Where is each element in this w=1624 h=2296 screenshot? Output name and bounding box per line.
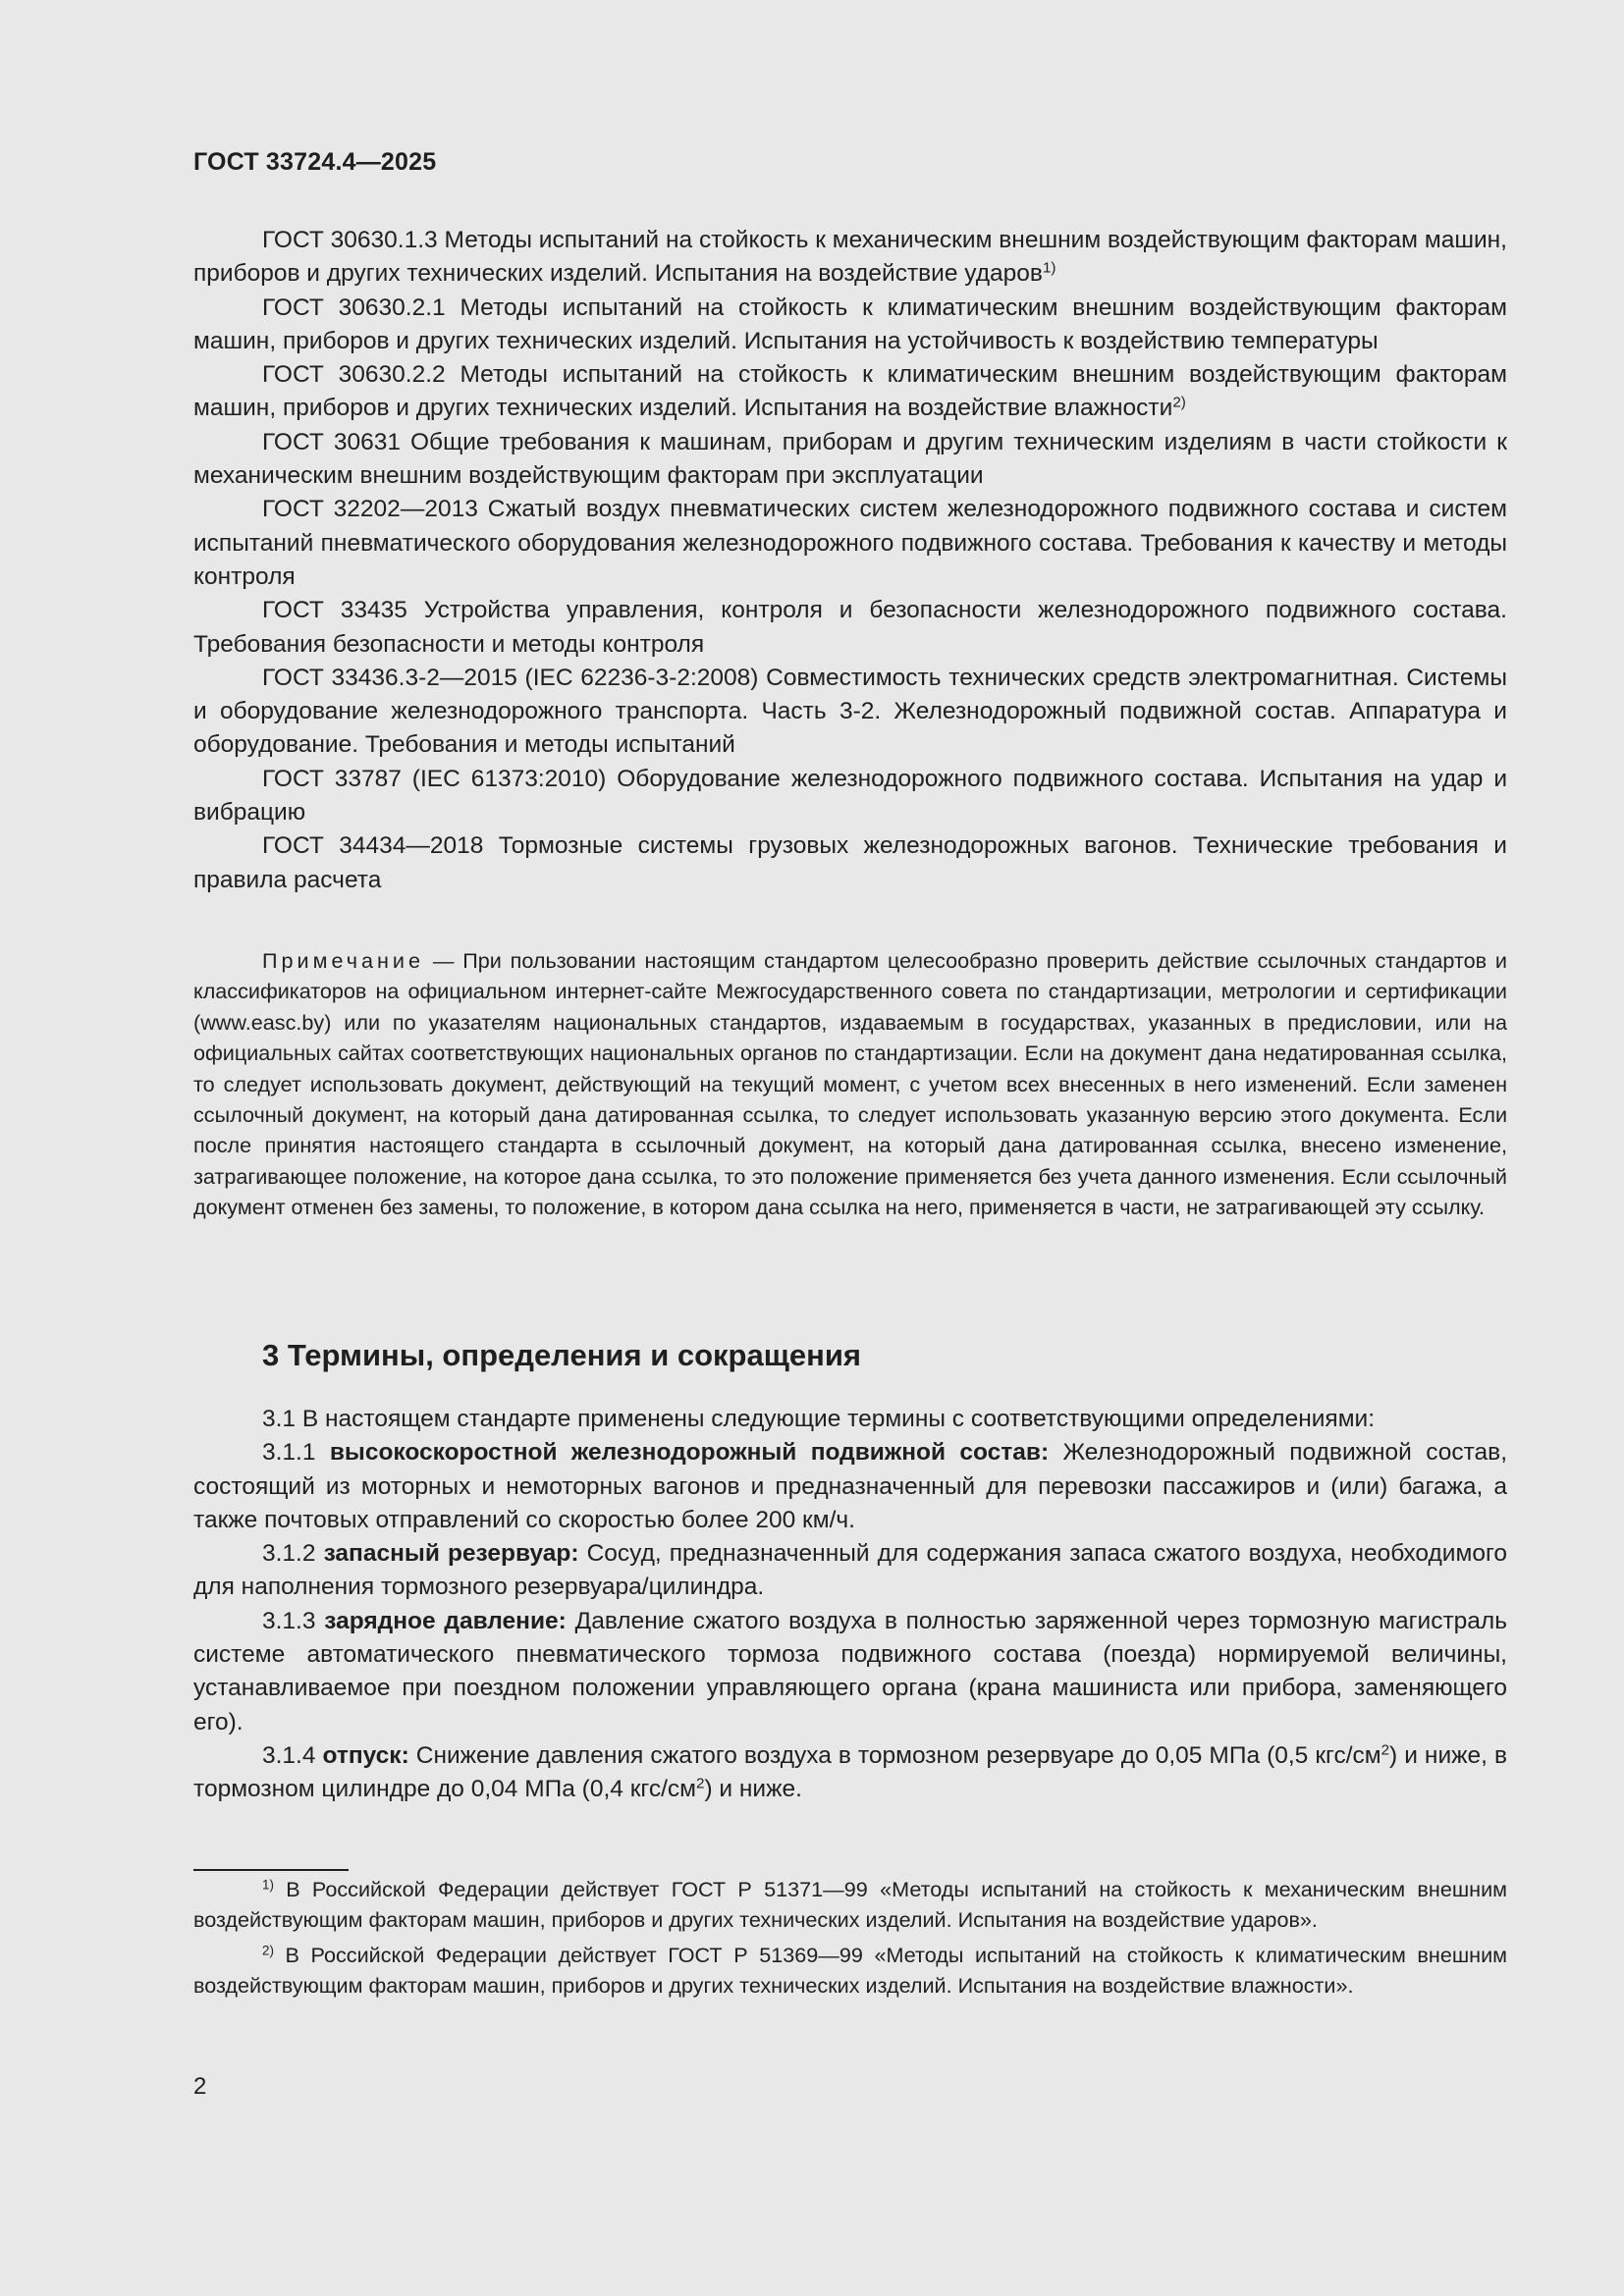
term-number: 3.1.1 <box>262 1439 330 1467</box>
reference-item <box>193 358 1507 426</box>
reference-item <box>193 662 1507 763</box>
reference-item <box>193 426 1507 494</box>
reference-item <box>193 829 1507 897</box>
reference-text: ГОСТ 32202—2013 Сжатый воздух пневматических систем железнодорожного подвижного состава и систем испытаний пневматического оборудования железнодорожного подвижного состава. Требования к качеству и методы контроля <box>193 496 1507 590</box>
footnote-text: В Российской Федерации действует ГОСТ Р 51371—99 «Методы испытаний на стойкость к механическим внешним воздействующим факторам машин, приборов и других технических изделий. Испытания на воздействие ударов». <box>193 1877 1507 1932</box>
term-definition-part: ) и ниже. <box>704 1776 802 1803</box>
term-name: отпуск: <box>322 1741 409 1769</box>
reference-text: ГОСТ 30630.2.2 Методы испытаний на стойкость к климатическим внешним воздействующим факторам машин, приборов и других технических изделий. Испытания на воздействие влажности <box>193 361 1507 422</box>
term-number: 3.1.2 <box>262 1540 324 1568</box>
term-name: запасный резервуар: <box>323 1540 579 1568</box>
term-number: 3.1.3 <box>262 1607 325 1634</box>
reference-text: ГОСТ 33436.3-2—2015 (IEC 62236-3-2:2008) Совместимость технических средств электромагнитная. Системы и оборудование железнодорожного транспорта. Часть 3-2. Железнодорожный подвижной состав. Аппаратура и оборудование. Требования и методы испытаний <box>193 664 1507 759</box>
footnotes-block <box>193 1875 1507 2006</box>
footnote-text: В Российской Федерации действует ГОСТ Р 51369—99 «Методы испытаний на стойкость к климатическим внешним воздействующим факторам машин, приборов и других технических изделий. Испытания на воздействие влажности». <box>193 1943 1507 1998</box>
reference-text: ГОСТ 33787 (IEC 61373:2010) Оборудование железнодорожного подвижного состава. Испытания на удар и вибрацию <box>193 765 1507 827</box>
term-number: 3.1.4 <box>262 1741 323 1769</box>
page-number: 2 <box>193 2073 207 2100</box>
term-definition: Сосуд, предназначенный для содержания запаса сжатого воздуха, необходимого для наполнения тормозного резервуара/цилиндра. <box>193 1540 1507 1601</box>
term-item <box>193 1436 1507 1537</box>
reference-text: ГОСТ 30630.2.1 Методы испытаний на стойкость к климатическим внешним воздействующим факторам машин, приборов и других технических изделий. Испытания на устойчивость к воздействию температуры <box>193 294 1507 354</box>
reference-text: ГОСТ 34434—2018 Тормозные системы грузовых железнодорожных вагонов. Технические требования и правила расчета <box>193 832 1507 893</box>
reference-item <box>193 763 1507 830</box>
section-title: 3 Термины, определения и сокращения <box>262 1338 861 1372</box>
term-definition-part: ) и ниже, в тормозном цилиндре до 0,04 МПа (0,4 кгс/см <box>193 1741 1507 1803</box>
note-paragraph <box>193 945 1507 1223</box>
note-block <box>193 945 1507 1223</box>
reference-text: ГОСТ 30631 Общие требования к машинам, приборам и другим техническим изделиям в части стойкости к механическим внешним воздействующим факторам при эксплуатации <box>193 428 1507 490</box>
term-item <box>193 1537 1507 1605</box>
footnote-mark: 1) <box>1042 259 1056 277</box>
terms-intro: 3.1 В настоящем стандарте применены следующие термины с соответствующими определениями: <box>262 1406 1376 1432</box>
reference-item <box>193 224 1507 292</box>
note-text: — При пользовании настоящим стандартом целесообразно проверить действие ссылочных стандартов и классификаторов на официальном интернет-сайте Межгосударственного совета по стандартизации, метрологии и сертификации (www.easc.by) или по указателям национальных стандартов, издаваемым в государствах, указанных в предисловии, или на официальных сайтах соответствующих национальных органов по стандартизации. Если на документ дана недатированная ссылка, то следует использовать документ, действующий на текущий момент, с учетом всех внесенных в него изменений. Если заменен ссылочный документ, на который дана датированная ссылка, то следует использовать указанную версию этого документа. Если после принятия настоящего стандарта в ссылочный документ, на который дана датированная ссылка, внесено изменение, затрагивающее положение, на которое дана ссылка, то это положение применяется без учета данного изменения. Если ссылочный документ отменен без замены, то положение, в котором дана ссылка на него, применяется в части, не затрагивающей эту ссылку. <box>193 948 1507 1220</box>
term-item <box>193 1605 1507 1739</box>
term-name: зарядное давление: <box>324 1607 567 1634</box>
reference-text: ГОСТ 33435 Устройства управления, контроля и безопасности железнодорожного подвижного состава. Требования безопасности и методы контроля <box>193 597 1507 658</box>
normative-references <box>193 224 1507 897</box>
terms-block <box>193 1403 1507 1807</box>
term-definition: Железнодорожный подвижной состав, состоящий из моторных и немоторных вагонов и предназначенный для перевозки пассажиров и (или) багажа, а также почтовых отправлений со скоростью более 200 км/ч. <box>193 1439 1507 1533</box>
footnote <box>193 1875 1507 1935</box>
reference-item <box>193 594 1507 662</box>
footnote <box>193 1941 1507 2001</box>
term-name: высокоскоростной железнодорожный подвижной состав: <box>329 1439 1050 1467</box>
document-header-id: ГОСТ 33724.4—2025 <box>193 148 437 176</box>
term-definition-part: Снижение давления сжатого воздуха в тормозном резервуаре до 0,05 МПа (0,5 кгс/см <box>408 1741 1381 1769</box>
superscript: 2 <box>695 1775 705 1792</box>
reference-text: ГОСТ 30630.1.3 Методы испытаний на стойкость к механическим внешним воздействующим факторам машин, приборов и других технических изделий. Испытания на воздействие ударов <box>193 227 1507 288</box>
reference-item <box>193 493 1507 594</box>
superscript: 2 <box>1380 1741 1390 1759</box>
note-label: Примечание <box>262 948 424 973</box>
footnote-mark: 1) <box>262 1877 274 1893</box>
reference-item <box>193 292 1507 359</box>
term-item <box>193 1739 1507 1807</box>
footnote-divider <box>193 1869 349 1871</box>
term-definition: Давление сжатого воздуха в полностью заряженной через тормозную магистраль системе автоматического пневматического тормоза подвижного состава (поезда) нормируемой величины, устанавливаемое при поездном положении управляющего органа (крана машиниста или прибора, заменяющего его). <box>193 1607 1507 1735</box>
footnote-mark: 2) <box>262 1943 274 1958</box>
footnote-mark: 2) <box>1172 395 1186 412</box>
